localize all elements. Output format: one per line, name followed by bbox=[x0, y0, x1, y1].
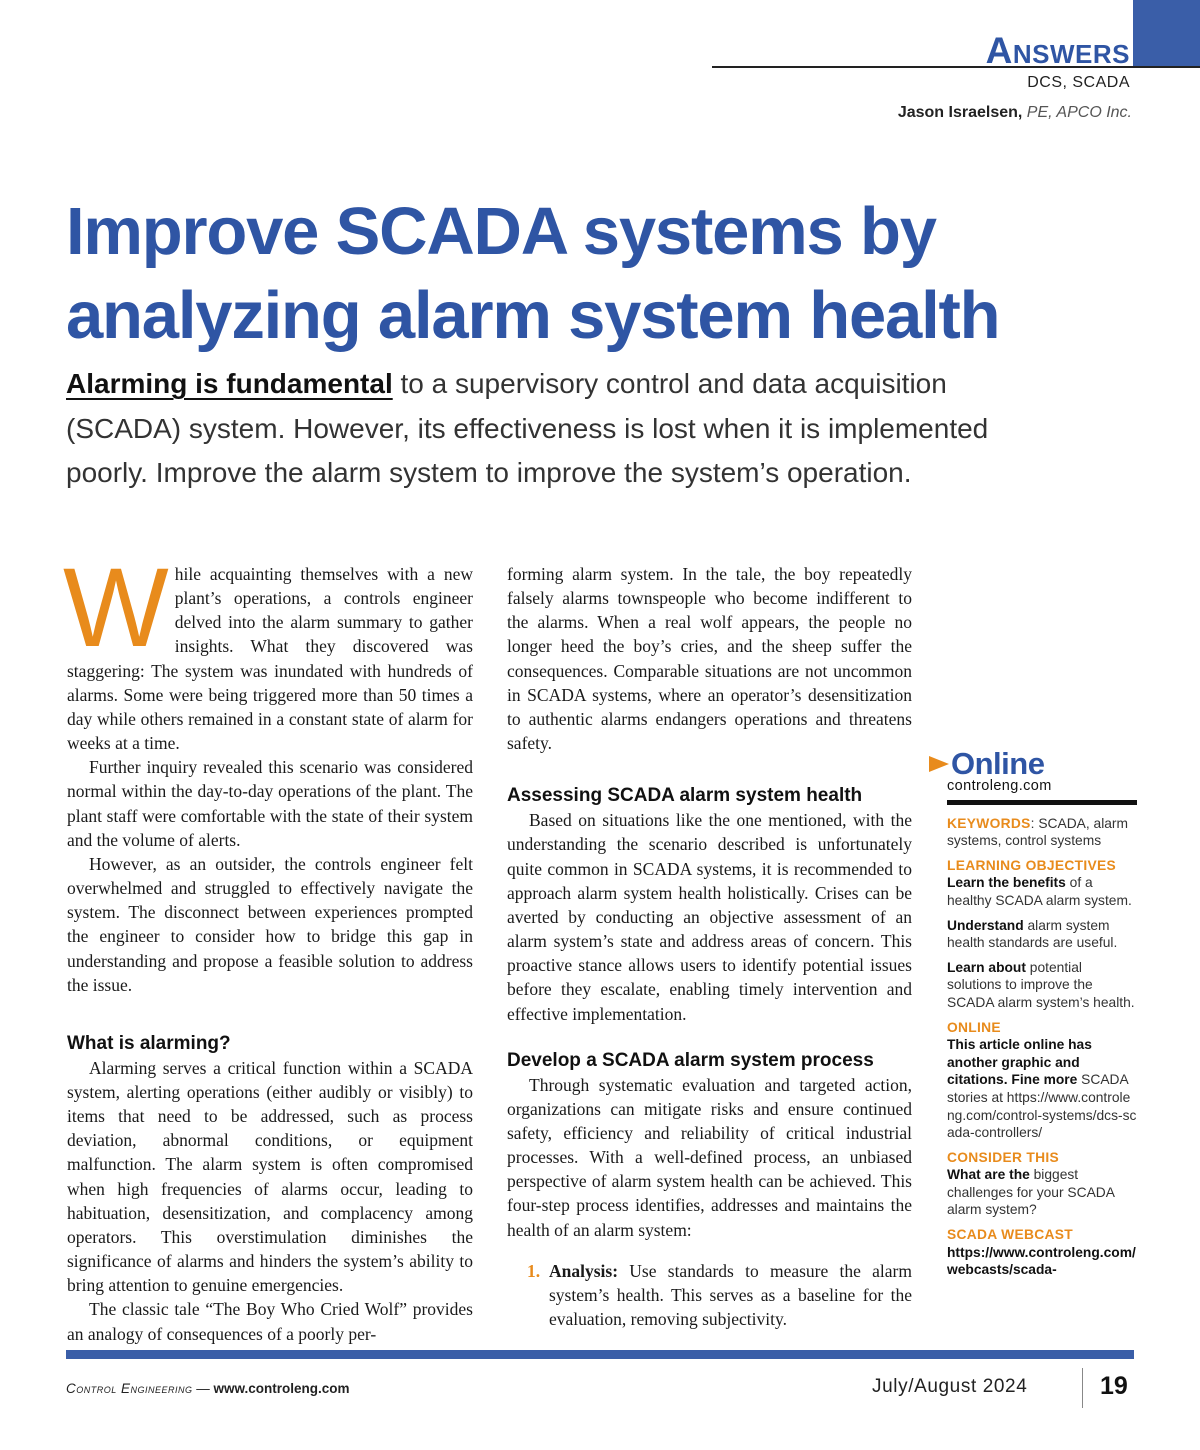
consider-text: biggest challenges for your SCADA alarm system? bbox=[947, 1167, 1115, 1218]
paragraph-wolf-tale-end: forming alarm system. In the tale, the boy repeatedly falsely alarms townspeople who become indifferent to the alarms. When a real wolf appears, the people no longer heed the boy’s cries, and the sheep suffer the consequences. Comparable situations are not uncommon in SCADA systems, where an operator’s desensitization to authentic alarms endangers operations and threatens safety. bbox=[507, 564, 912, 754]
consider-bold: What are the bbox=[947, 1167, 1030, 1183]
publication-name: Control Engineering bbox=[66, 1381, 193, 1396]
objective-2 bbox=[947, 917, 1137, 952]
paragraph-intro bbox=[63, 545, 473, 755]
objective-1-text: of a healthy SCADA alarm system. bbox=[947, 875, 1132, 908]
article-headline: Improve SCADA systems by analyzing alarm system health bbox=[66, 194, 1000, 353]
paragraph-assessing: Based on situations like the one mentioned, with the understanding the scenario described is unfortunately quite common in SCADA systems, it is recommended to approach alarm system health holistically. Crises can be averted by conducting an objective assessment of an alarm system’s state and address areas of concern. This proactive stance allows users to identify potential issues before they escalate, enabling timely intervention and effective implementation. bbox=[507, 810, 912, 1024]
author-name: Jason Israelsen, bbox=[897, 104, 1023, 121]
section-title: Answers bbox=[985, 30, 1130, 71]
consider-this-label: CONSIDER THIS bbox=[947, 1149, 1059, 1165]
corner-color-block bbox=[1133, 0, 1200, 66]
step-description: Use standards to measure the alarm system’s health. This serves as a baseline for the evaluation, removing subjectivity. bbox=[549, 1260, 912, 1330]
keywords-label: KEYWORDS bbox=[947, 815, 1031, 831]
paragraph-inquiry: Further inquiry revealed this scenario was considered normal within the day-to-day operations of the plant. The plant staff were comfortable with the state of their system and the volume of alerts. bbox=[67, 757, 473, 850]
objective-1 bbox=[947, 874, 1137, 909]
paragraph-process: Through systematic evaluation and targeted action, organizations can mitigate risks and ensure continued safety, efficiency and reliability of critical industrial processes. With a well-defined process, an unbiased perspective of alarm system health can be achieved. This four-step process identifies, addresses and maintains the health of an alarm system: bbox=[507, 1074, 912, 1240]
online-link-text[interactable]: SCADA stories at https://www.controleng.com/control-systems/dcs-scada-controllers/ bbox=[947, 1072, 1137, 1141]
online-wordmark: Online bbox=[951, 746, 1045, 781]
consider-block bbox=[947, 1166, 1137, 1219]
webcast-label: SCADA WEBCAST bbox=[947, 1227, 1074, 1243]
list-item-step-1 bbox=[527, 1259, 912, 1331]
keywords-text: : SCADA, alarm systems, control systems bbox=[947, 815, 1129, 849]
objective-2-bold: Understand bbox=[947, 917, 1024, 933]
drop-cap: W bbox=[63, 545, 169, 670]
footer-rule bbox=[66, 1350, 1134, 1359]
webcast-link[interactable]: https://www.controleng.com/webcasts/scada- bbox=[947, 1244, 1136, 1278]
heading-develop-process: Develop a SCADA alarm system process bbox=[507, 1049, 874, 1071]
author-credentials: PE, APCO Inc. bbox=[1026, 104, 1132, 121]
body-column-1 bbox=[63, 545, 473, 1346]
sidebar bbox=[947, 748, 1137, 1286]
footer-publication bbox=[66, 1381, 350, 1396]
paragraph-alarming-definition: Alarming serves a critical function within a SCADA system, alerting operations (either audibly or visibly) to items that need to be addressed, such as process deviation, abnormal conditions, or equipment malfunction. The alarm system is often compromised when high frequencies of alarms occur, leading to habituation, desensitization, and complacency among operators. This overstimulation diminishes the significance of alarms and hinders the system’s ability to bring attention to genuine emergencies. bbox=[67, 1057, 473, 1296]
online-logo bbox=[947, 748, 1137, 780]
footer-divider bbox=[1082, 1368, 1083, 1408]
paragraph-outsider: However, as an outsider, the controls engineer felt overwhelmed and struggled to effectively navigate the system. The disconnect between experiences prompted the engineer to consider how to bridge this gap in understanding and propose a feasible solution to address the issue. bbox=[67, 853, 473, 995]
online-site: controleng.com bbox=[947, 778, 1052, 794]
body-column-2 bbox=[507, 562, 912, 1331]
objective-3 bbox=[947, 959, 1137, 1012]
step-label: Analysis: bbox=[549, 1260, 619, 1281]
issue-date: July/August 2024 bbox=[872, 1376, 1028, 1397]
online-label: ONLINE bbox=[947, 1019, 1001, 1035]
objective-3-text: potential solutions to improve the SCADA alarm system’s health. bbox=[947, 959, 1135, 1010]
paragraph-wolf-tale-start: The classic tale “The Boy Who Cried Wolf” provides an analogy of consequences of a poorly per- bbox=[67, 1299, 473, 1344]
sidebar-rule bbox=[947, 800, 1137, 805]
page-number: 19 bbox=[1100, 1372, 1128, 1400]
keywords-block bbox=[947, 815, 1137, 850]
play-arrow-icon bbox=[929, 756, 949, 772]
objective-1-bold: Learn the benefits bbox=[947, 875, 1066, 891]
online-bold: This article online has another graphic and citations. Fine more bbox=[947, 1037, 1092, 1088]
intro-text: hile acquainting themselves with a new plant’s operations, a controls engineer delved into the alarm summary to gather insights. What they discovered was staggering: The system was inundated with hundreds of alarms. Some were being triggered more than 50 times a day while others remained in a constant state of alarm for weeks at a time. bbox=[67, 564, 473, 754]
learning-objectives-label: LEARNING OBJECTIVES bbox=[947, 857, 1116, 873]
webcast-block bbox=[947, 1244, 1137, 1279]
deck-lead: Alarming is fundamental bbox=[66, 368, 393, 399]
footer-separator: — bbox=[192, 1381, 214, 1396]
online-block bbox=[947, 1036, 1137, 1142]
publication-website[interactable]: www.controleng.com bbox=[213, 1381, 350, 1396]
objective-2-text: alarm system health standards are useful. bbox=[947, 917, 1118, 951]
section-subtitle: DCS, SCADA bbox=[1027, 74, 1130, 91]
step-text bbox=[549, 1259, 912, 1331]
heading-assessing-health: Assessing SCADA alarm system health bbox=[507, 785, 863, 807]
step-number: 1. bbox=[527, 1260, 541, 1281]
heading-what-is-alarming: What is alarming? bbox=[67, 1032, 231, 1054]
byline bbox=[898, 104, 1132, 122]
deck-text: to a supervisory control and data acquisition (SCADA) system. However, its effectiveness is lost when it is implemented poorly. Improve the alarm system to improve the system’s operation. bbox=[66, 368, 989, 488]
objective-3-bold: Learn about bbox=[947, 959, 1026, 975]
article-deck bbox=[66, 362, 996, 496]
